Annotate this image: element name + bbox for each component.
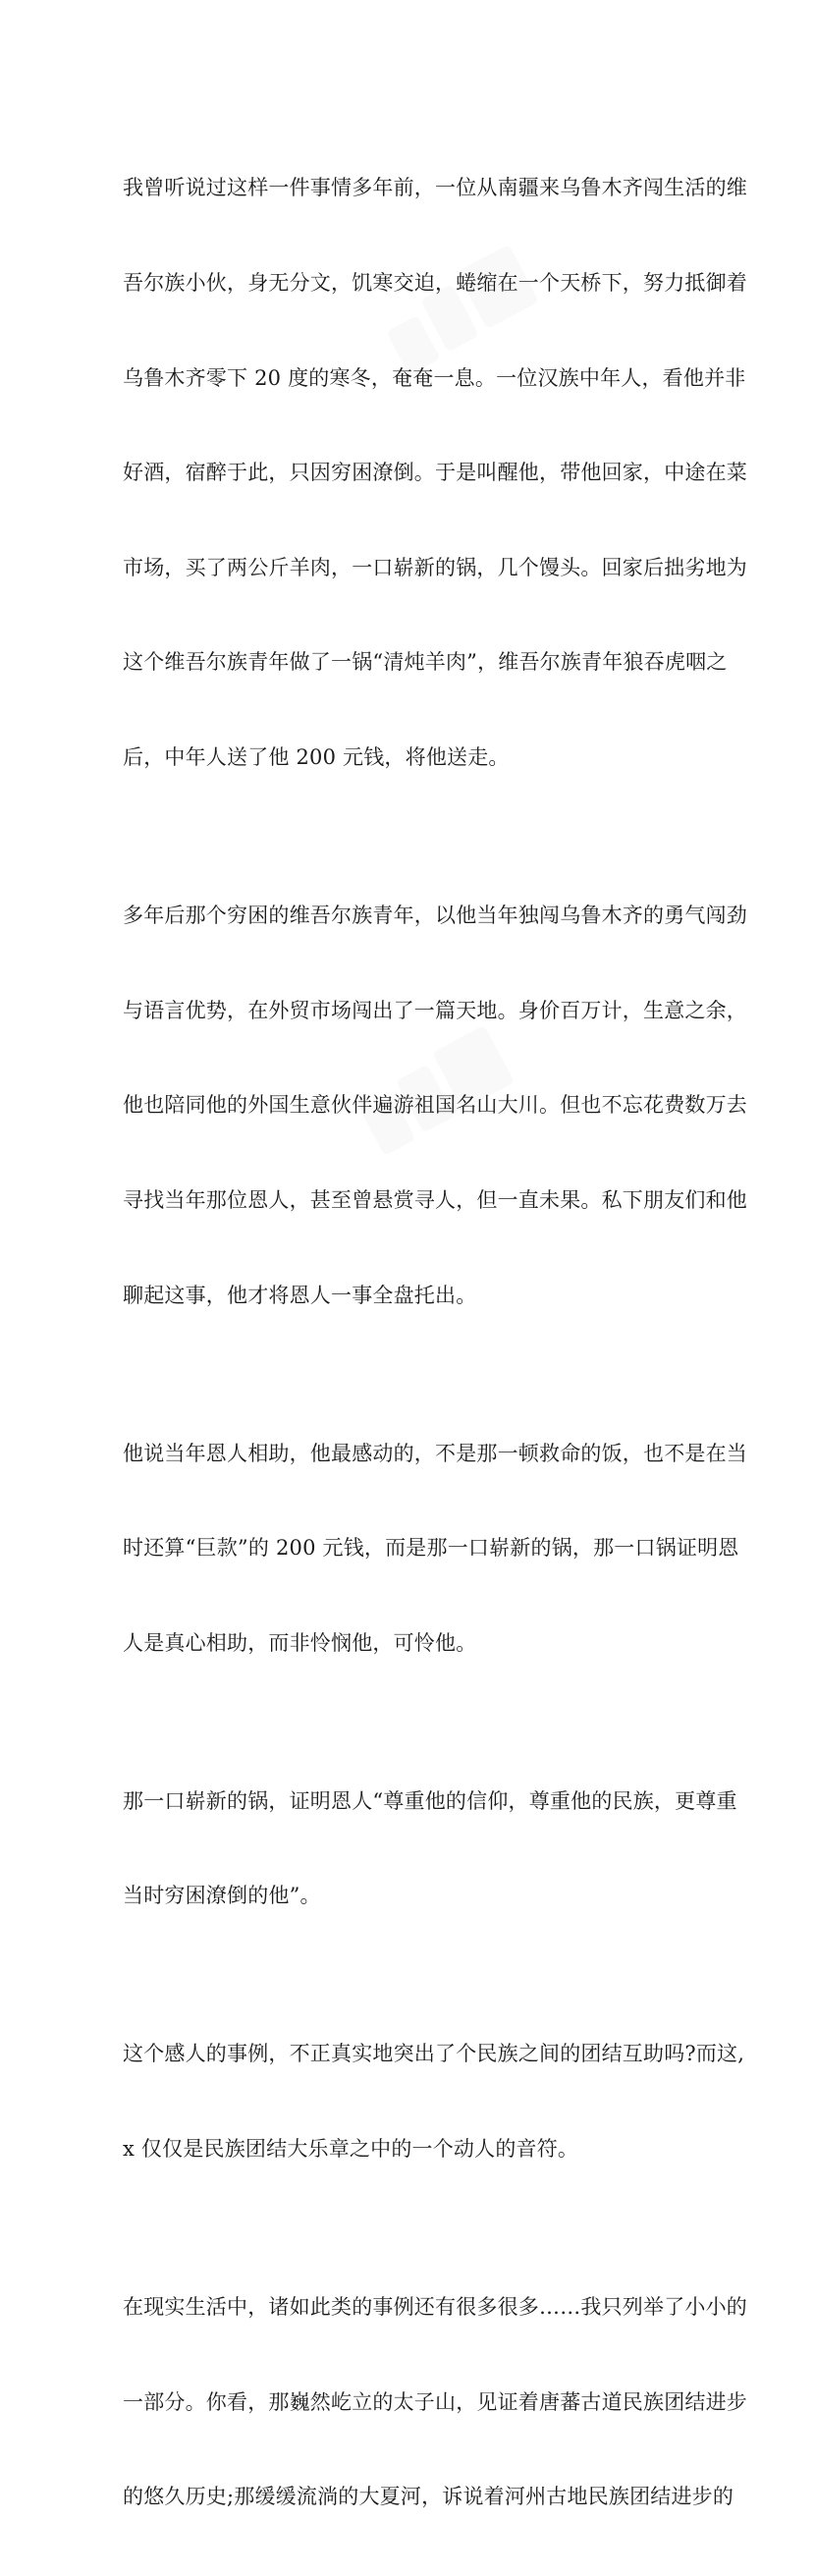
paragraph: [123, 2228, 747, 2576]
paragraph: [123, 1975, 745, 2228]
paragraph: [123, 109, 747, 837]
paragraph: [123, 1374, 747, 1722]
text-line: 市场，买了两公斤羊肉，一口崭新的锅，几个馒头。回家后拙劣地为: [123, 555, 747, 579]
text-line: 那一口崭新的锅，证明恩人“尊重他的信仰，尊重他的民族，更尊重: [123, 1788, 737, 1813]
text-line: 乌鲁木齐零下 20 度的寒冬，奄奄一息。一位汉族中年人，看他并非: [123, 365, 746, 390]
paragraph: [123, 1722, 737, 1975]
paragraph: [123, 837, 747, 1374]
text-line: 时还算“巨款”的 200 元钱，而是那一口崭新的锅，那一口锅证明恩: [123, 1536, 739, 1561]
text-line: 人是真心相助，而非怜悯他，可怜他。: [123, 1630, 477, 1655]
text-line: 后，中年人送了他 200 元钱，将他送走。: [123, 745, 510, 770]
text-line: 聊起这事，他才将恩人一事全盘托出。: [123, 1283, 477, 1307]
text-line: 的悠久历史;那缓缓流淌的大夏河，诉说着河州古地民族团结进步的: [123, 2485, 734, 2509]
text-line: 他也陪同他的外国生意伙伴遍游祖国名山大川。但也不忘花费数万去: [123, 1093, 747, 1118]
text-line: x 仅仅是民族团结大乐章之中的一个动人的音符。: [123, 2137, 579, 2161]
text-line: 好酒，宿醉于此，只因穷困潦倒。于是叫醒他，带他回家，中途在菜: [123, 461, 747, 485]
text-line: 一部分。你看，那巍然屹立的太子山，见证着唐蕃古道民族团结进步: [123, 2389, 747, 2414]
text-line: 当时穷困潦倒的他”。: [123, 1884, 321, 1908]
text-line: 我曾听说过这样一件事情多年前，一位从南疆来乌鲁木齐闯生活的维: [123, 176, 747, 200]
text-line: 寻找当年那位恩人，甚至曾悬赏寻人，但一直未果。私下朋友们和他: [123, 1187, 747, 1212]
document-body: [123, 109, 747, 2576]
text-line: 在现实生活中，诸如此类的事例还有很多很多……我只列举了小小的: [123, 2295, 747, 2320]
text-line: 这个维吾尔族青年做了一锅“清炖羊肉”，维吾尔族青年狼吞虎咽之: [123, 650, 728, 675]
text-line: 多年后那个穷困的维吾尔族青年，以他当年独闯乌鲁木齐的勇气闯劲: [123, 904, 747, 928]
text-line: 这个感人的事例，不正真实地突出了个民族之间的团结互助吗?而这,: [123, 2042, 745, 2066]
text-line: 他说当年恩人相助，他最感动的，不是那一顿救命的饭，也不是在当: [123, 1441, 747, 1465]
text-line: 吾尔族小伙，身无分文，饥寒交迫，蜷缩在一个天桥下，努力抵御着: [123, 271, 747, 296]
text-line: 与语言优势，在外贸市场闯出了一篇天地。身价百万计，生意之余，: [123, 998, 747, 1022]
